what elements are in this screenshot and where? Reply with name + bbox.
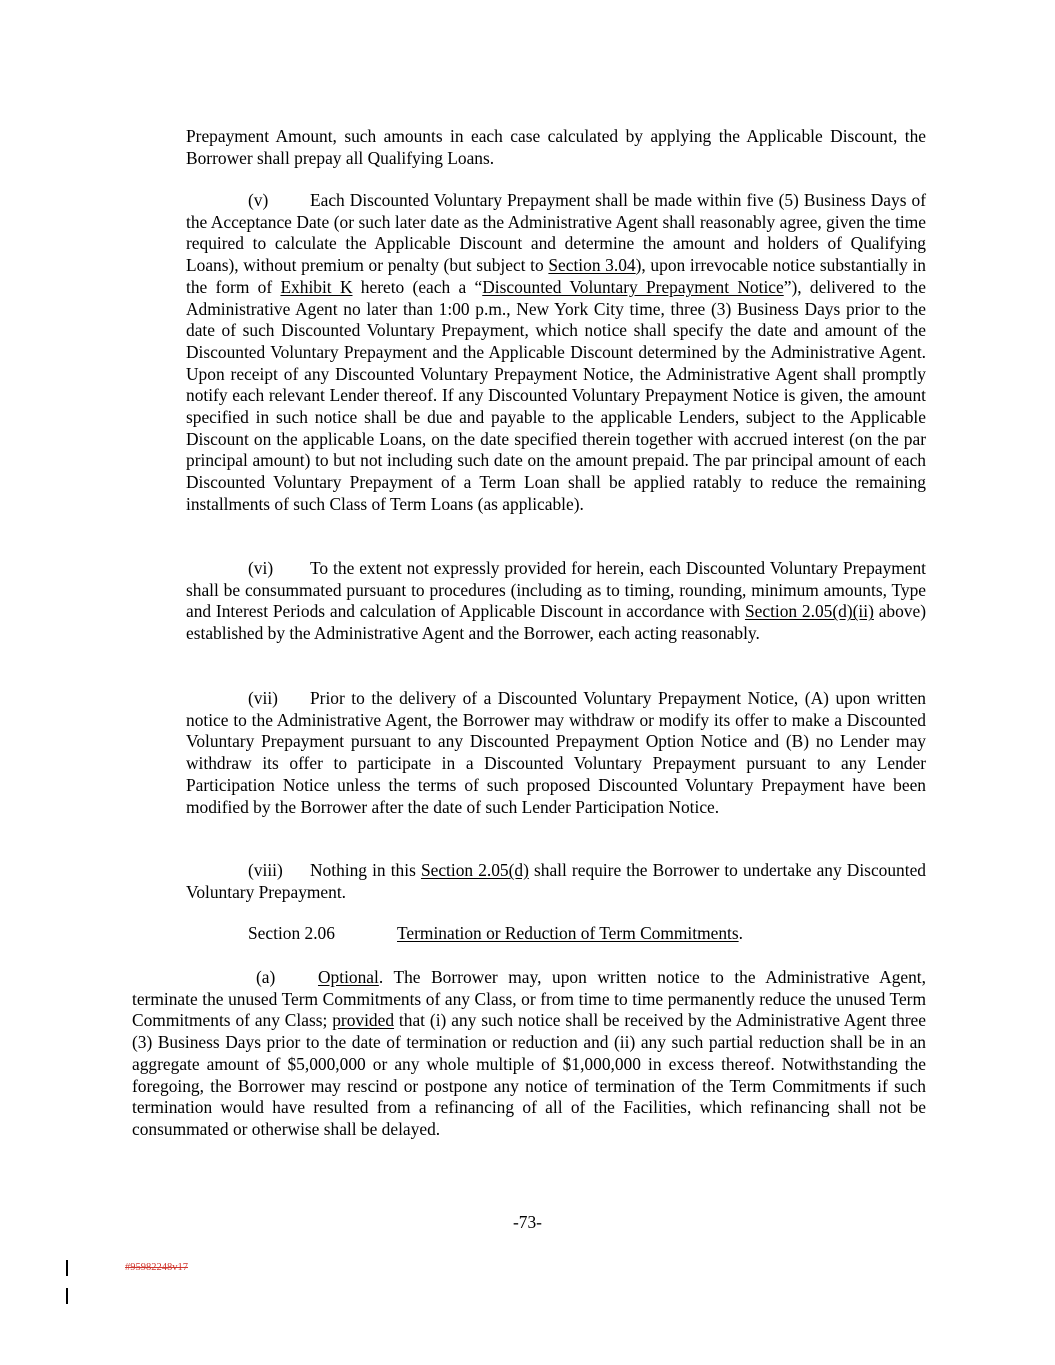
paragraph-vii: (vii) Prior to the delivery of a Discounted Voluntary Prepayment Notice, (A) upon written notice to the Administrative Agent, the Borrower may withdraw or modify its offer to make a Discounted Voluntary Prepayment pursuant to any Discounted Prepayment Option Notice and (B) no Lender may withdraw its offer to participate in a Discounted Voluntary Prepayment pursuant to any Lender Participation Notice unless the terms of such proposed Discounted Voluntary Prepayment have been modified by the Borrower after the date of such Lender Participation Notice.	[186, 688, 926, 817]
section-heading: Section 2.06 Termination or Reduction of Term Commitments.	[248, 923, 743, 943]
paragraph-a: (a) Optional. The Borrower may, upon written notice to the Administrative Agent, terminate the unused Term Commitments of any Class, or from time to time permanently reduce the unused Term Commitments of any Class; provided that (i) any such notice shall be received by the Administrative Agent three (3) Business Days prior to the date of termination or reduction and (ii) any such partial reduction shall be in an aggregate amount of $5,000,000 or any whole multiple of $1,000,000 in excess thereof. Notwithstanding the foregoing, the Borrower may rescind or postpone any notice of termination of the Term Commitments if such termination would have resulted from a refinancing of all of the Facilities, which refinancing shall not be consummated or otherwise shall be delayed.	[132, 967, 926, 1139]
clause-number: (viii)	[248, 860, 283, 880]
paragraph-continuation: Prepayment Amount, such amounts in each case calculated by applying the Applicable Discount, the Borrower shall prepay all Qualifying Loans.	[186, 126, 926, 168]
paragraph-v: (v) Each Discounted Voluntary Prepayment shall be made within five (5) Business Days of the Acceptance Date (or such later date as the Administrative Agent shall reasonably agree, given the time required to calculate the Applicable Discount and determine the amount and holders of Qualifying Loans), without premium or penalty (but subject to Section 3.04), upon irrevocable notice substantially in the form of Exhibit K hereto (each a “Discounted Voluntary Prepayment Notice”), delivered to the Administrative Agent no later than 1:00 p.m., New York City time, three (3) Business Days prior to the date of such Discounted Voluntary Prepayment, which notice shall specify the date and amount of the Discounted Voluntary Prepayment and the Applicable Discount determined by the Administrative Agent. Upon receipt of any Discounted Voluntary Prepayment Notice, the Administrative Agent shall promptly notify each relevant Lender thereof. If any Discounted Voluntary Prepayment Notice is given, the amount specified in such notice shall be due and payable to the applicable Lenders, subject to the Applicable Discount on the applicable Loans, on the date specified therein together with accrued interest (on the par principal amount) to but not including such date on the amount prepaid. The par principal amount of each Discounted Voluntary Prepayment of a Term Loan shall be applied ratably to reduce the remaining installments of such Class of Term Loans (as applicable).	[186, 190, 927, 514]
page-number: -73-	[513, 1212, 542, 1232]
clause-number: (a)	[256, 967, 276, 987]
change-bar	[66, 1288, 68, 1304]
section-number: Section 2.06	[248, 923, 335, 943]
cross-reference: Section 3.04	[548, 255, 636, 276]
defined-term: provided	[332, 1010, 395, 1031]
exhibit-reference: Exhibit K	[280, 276, 353, 297]
paragraph-viii: (viii) Nothing in this Section 2.05(d) shall require the Borrower to undertake any Discounted Voluntary Prepayment.	[186, 860, 926, 902]
clause-number: (vi)	[248, 558, 274, 578]
cross-reference: Section 2.05(d)(ii)	[744, 601, 874, 622]
clause-number: (vii)	[248, 688, 278, 708]
defined-term: Discounted Voluntary Prepayment Notice	[482, 276, 784, 297]
paragraph-vi: (vi) To the extent not expressly provided for herein, each Discounted Voluntary Prepayment shall be consummated pursuant to procedures (including as to timing, rounding, minimum amounts, Type and Interest Periods and calculation of Applicable Discount in accordance with Section 2.05(d)(ii) above) established by the Administrative Agent and the Borrower, each acting reasonably.	[186, 558, 927, 644]
subsection-title: Optional	[318, 967, 379, 987]
cross-reference: Section 2.05(d)	[420, 860, 529, 880]
section-title: Termination or Reduction of Term Commitments	[397, 923, 739, 943]
change-bar	[66, 1260, 68, 1276]
clause-number: (v)	[248, 190, 269, 210]
document-id: #95982248v17	[125, 1262, 188, 1273]
